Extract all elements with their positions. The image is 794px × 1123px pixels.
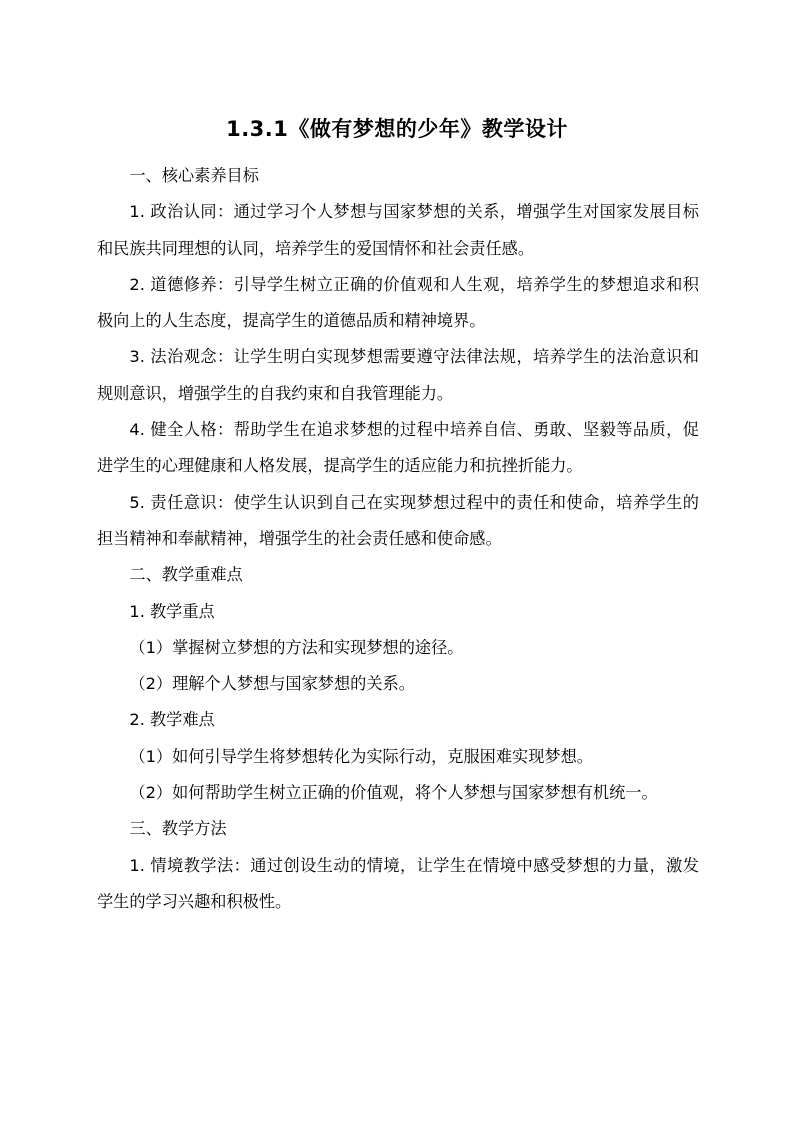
paragraph-situational-teaching: 1. 情境教学法：通过创设生动的情境，让学生在情境中感受梦想的力量，激发学生的学习兴趣和积极性。 — [97, 855, 699, 911]
document-body — [97, 158, 699, 920]
section-heading-methods: 三、教学方法 — [129, 819, 227, 839]
section-heading-key-points: 二、教学重难点 — [129, 565, 243, 585]
document-title: 1.3.1《做有梦想的少年》教学设计 — [226, 117, 568, 141]
subheading-teaching-difficulty: 2. 教学难点 — [129, 710, 215, 730]
list-item-difficulty-1: （1）如何引导学生将梦想转化为实际行动，克服困难实现梦想。 — [129, 746, 593, 766]
paragraph-rule-of-law: 3. 法治观念：让学生明白实现梦想需要遵守法律法规，培养学生的法治意识和规则意识，增强学生的自我约束和自我管理能力。 — [97, 347, 699, 403]
section-heading-core-goals: 一、核心素养目标 — [129, 166, 259, 185]
list-item-focus-1: （1）掌握树立梦想的方法和实现梦想的途径。 — [129, 637, 464, 657]
paragraph-responsibility: 5. 责任意识：使学生认识到自己在实现梦想过程中的责任和使命，培养学生的担当精神和奉献精神，增强学生的社会责任感和使命感。 — [97, 492, 699, 548]
list-item-difficulty-2: （2）如何帮助学生树立正确的价值观，将个人梦想与国家梦想有机统一。 — [129, 783, 658, 803]
paragraph-sound-personality: 4. 健全人格：帮助学生在追求梦想的过程中培养自信、勇敢、坚毅等品质，促进学生的心理健康和人格发展，提高学生的适应能力和抗挫折能力。 — [97, 420, 699, 476]
paragraph-political-identity: 1. 政治认同：通过学习个人梦想与国家梦想的关系，增强学生对国家发展目标和民族共同理想的认同，培养学生的爱国情怀和社会责任感。 — [97, 202, 699, 258]
paragraph-moral-cultivation: 2. 道德修养：引导学生树立正确的价值观和人生观，培养学生的梦想追求和积极向上的人生态度，提高学生的道德品质和精神境界。 — [97, 274, 699, 331]
list-item-focus-2: （2）理解个人梦想与国家梦想的关系。 — [129, 674, 415, 694]
subheading-teaching-focus: 1. 教学重点 — [129, 601, 215, 621]
